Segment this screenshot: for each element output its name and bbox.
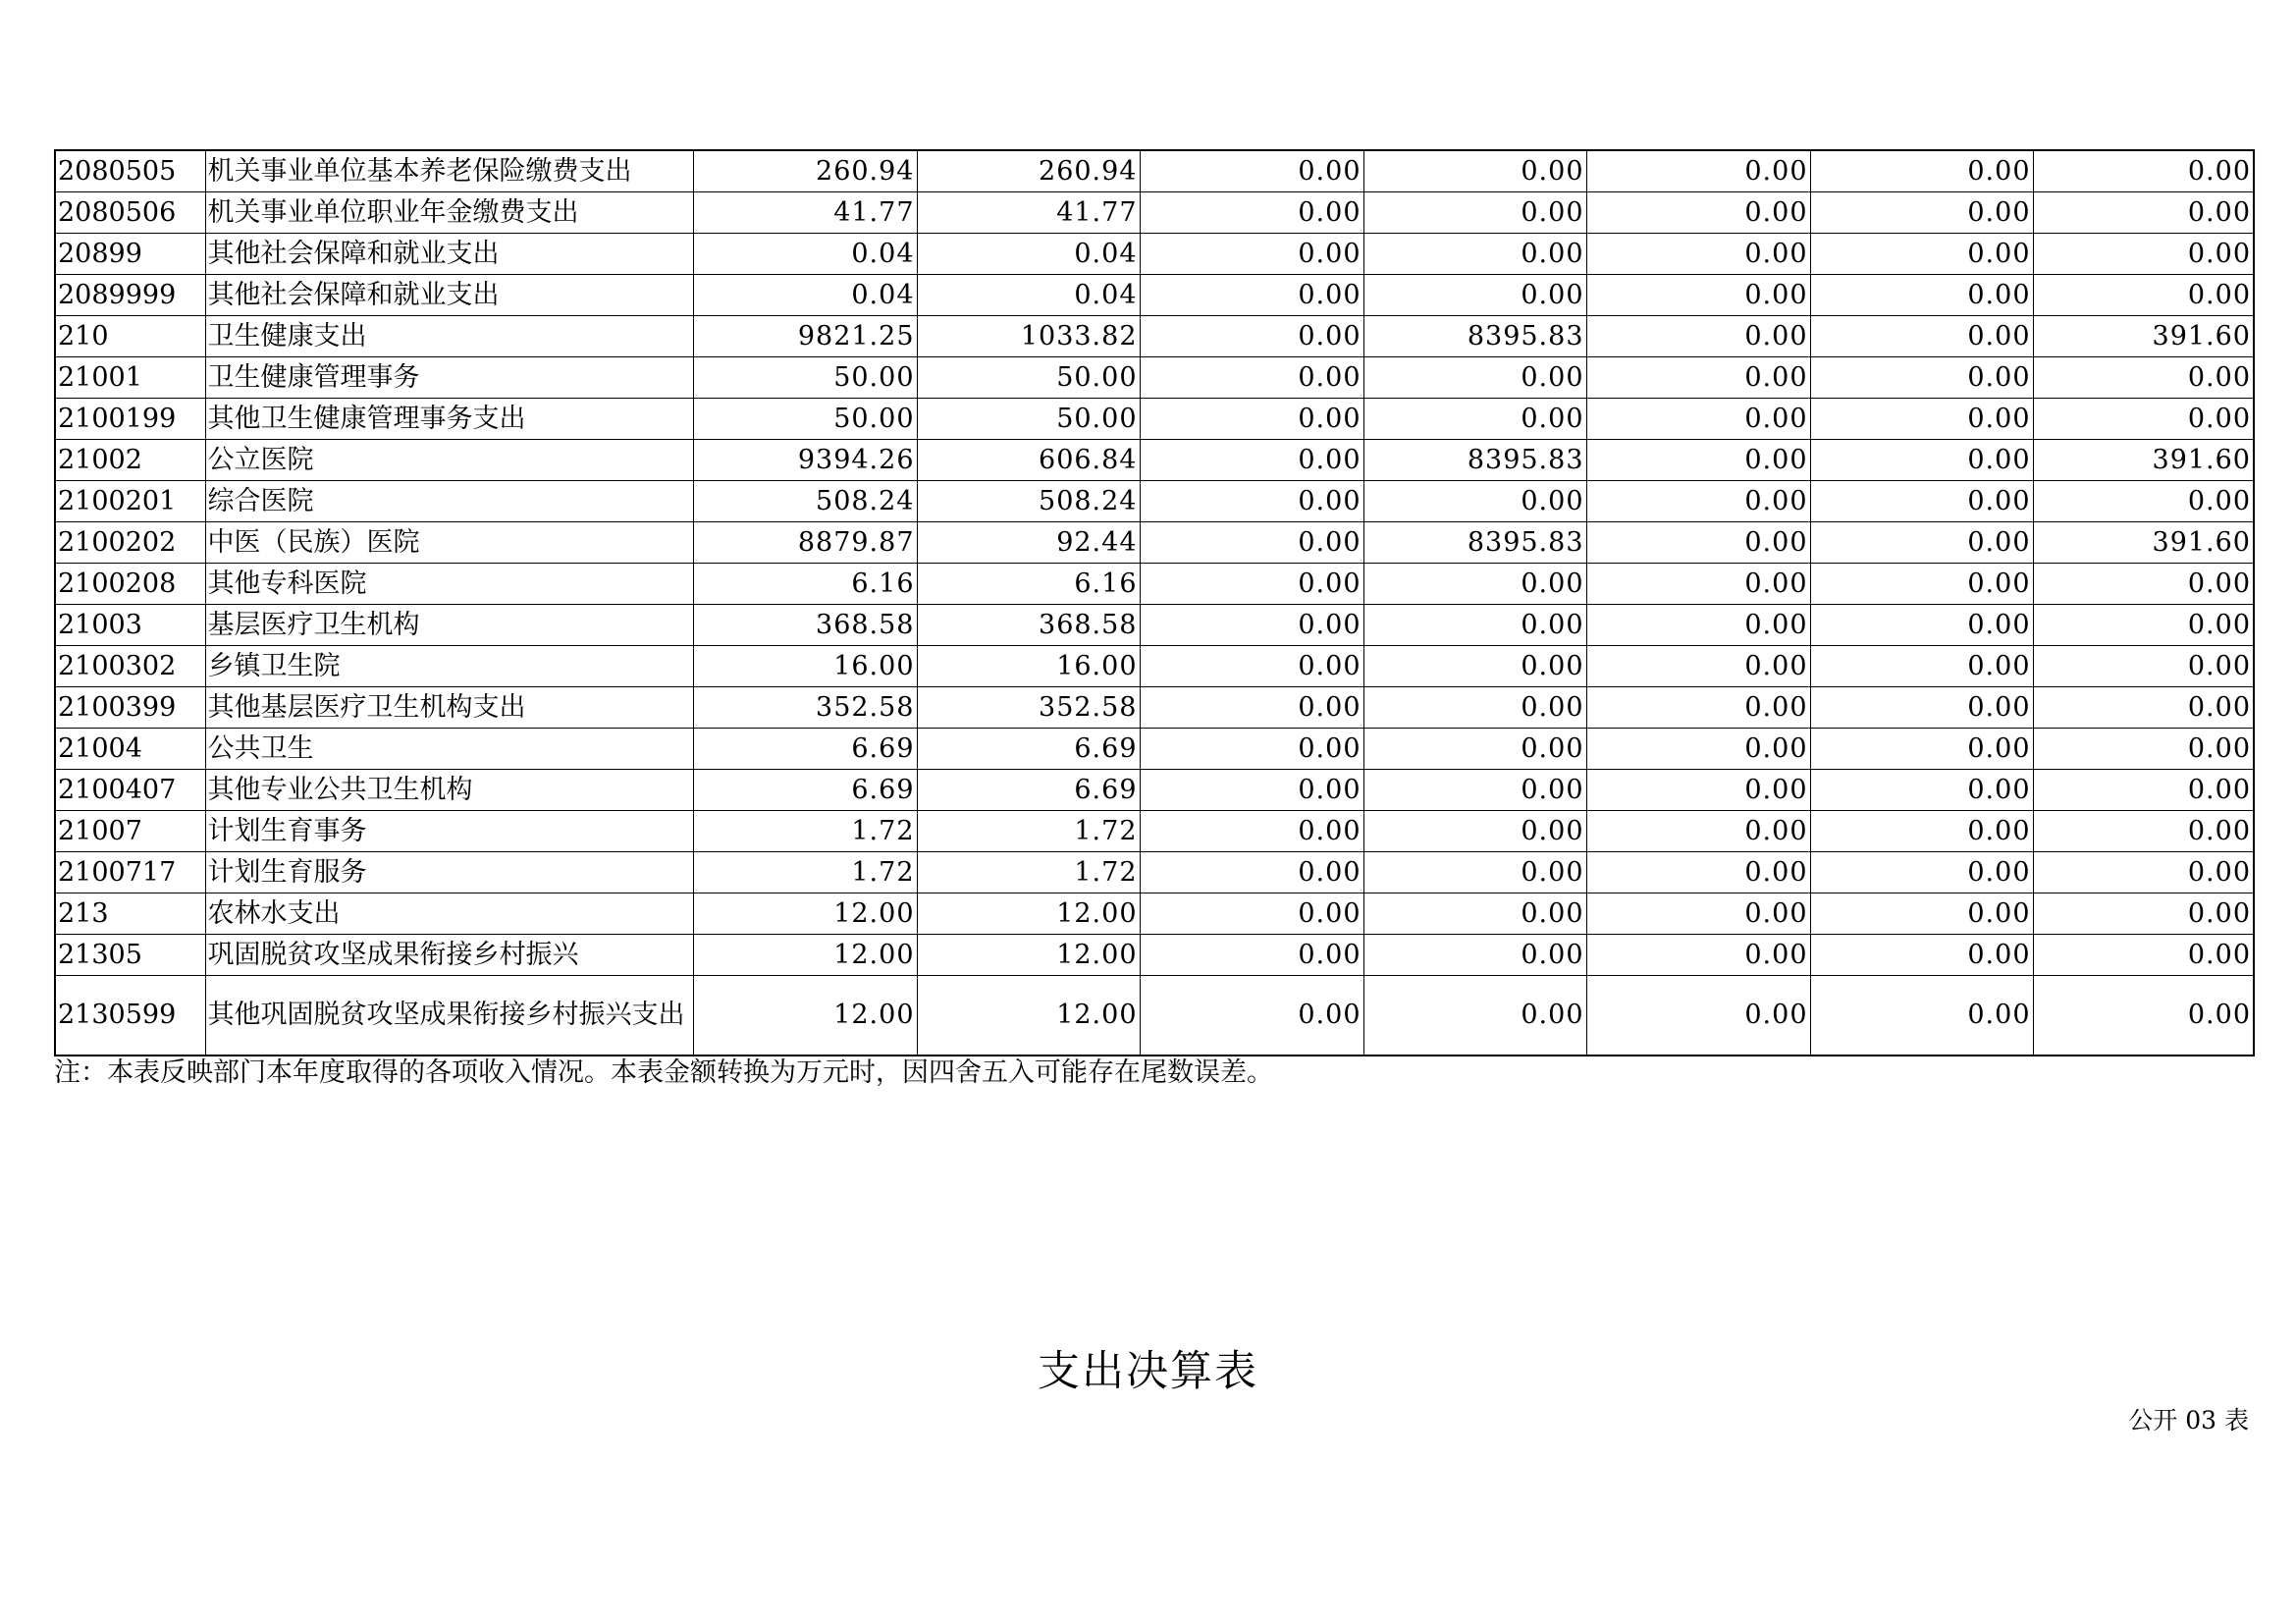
amount-cell: 352.58 xyxy=(693,686,917,728)
amount-cell: 6.69 xyxy=(917,728,1140,769)
subject-name-cell: 综合医院 xyxy=(205,480,693,521)
amount-cell: 50.00 xyxy=(693,356,917,398)
table-row xyxy=(55,604,2254,645)
amount-cell: 0.00 xyxy=(1586,975,1810,1056)
amount-cell: 0.00 xyxy=(2033,233,2254,274)
amount-cell: 8395.83 xyxy=(1363,521,1586,563)
subject-name-cell: 机关事业单位职业年金缴费支出 xyxy=(205,191,693,233)
amount-cell: 0.00 xyxy=(1810,356,2033,398)
subject-name-cell: 中医（民族）医院 xyxy=(205,521,693,563)
subject-name-cell: 其他卫生健康管理事务支出 xyxy=(205,398,693,439)
table-row xyxy=(55,356,2254,398)
subject-name-cell: 计划生育服务 xyxy=(205,851,693,893)
subject-name-cell: 卫生健康支出 xyxy=(205,315,693,356)
amount-cell: 1.72 xyxy=(917,851,1140,893)
subject-code-cell: 2100199 xyxy=(55,398,205,439)
amount-cell: 12.00 xyxy=(917,975,1140,1056)
subject-name-cell: 公立医院 xyxy=(205,439,693,480)
amount-cell: 0.00 xyxy=(1140,480,1363,521)
table-row xyxy=(55,274,2254,315)
amount-cell: 0.00 xyxy=(1810,975,2033,1056)
amount-cell: 368.58 xyxy=(693,604,917,645)
amount-cell: 0.00 xyxy=(1810,191,2033,233)
amount-cell: 0.00 xyxy=(1363,191,1586,233)
amount-cell: 0.00 xyxy=(2033,563,2254,604)
amount-cell: 6.16 xyxy=(693,563,917,604)
subject-code-cell: 21007 xyxy=(55,810,205,851)
amount-cell: 0.00 xyxy=(1810,934,2033,975)
amount-cell: 8879.87 xyxy=(693,521,917,563)
subject-code-cell: 2080505 xyxy=(55,150,205,191)
amount-cell: 0.00 xyxy=(1586,521,1810,563)
amount-cell: 0.00 xyxy=(1810,315,2033,356)
subject-code-cell: 21305 xyxy=(55,934,205,975)
amount-cell: 0.00 xyxy=(1586,686,1810,728)
amount-cell: 0.00 xyxy=(1140,728,1363,769)
amount-cell: 0.00 xyxy=(2033,191,2254,233)
amount-cell: 0.00 xyxy=(1140,150,1363,191)
subject-code-cell: 210 xyxy=(55,315,205,356)
amount-cell: 0.00 xyxy=(1810,728,2033,769)
amount-cell: 92.44 xyxy=(917,521,1140,563)
amount-cell: 391.60 xyxy=(2033,439,2254,480)
amount-cell: 6.69 xyxy=(693,769,917,810)
subject-name-cell: 基层医疗卫生机构 xyxy=(205,604,693,645)
income-table xyxy=(54,149,2255,1056)
subject-name-cell: 计划生育事务 xyxy=(205,810,693,851)
amount-cell: 50.00 xyxy=(917,356,1140,398)
amount-cell: 0.00 xyxy=(1363,975,1586,1056)
amount-cell: 0.00 xyxy=(1363,604,1586,645)
subject-name-cell: 其他专业公共卫生机构 xyxy=(205,769,693,810)
subject-name-cell: 公共卫生 xyxy=(205,728,693,769)
amount-cell: 0.00 xyxy=(2033,398,2254,439)
amount-cell: 16.00 xyxy=(693,645,917,686)
amount-cell: 8395.83 xyxy=(1363,315,1586,356)
table-row xyxy=(55,851,2254,893)
subject-name-cell: 其他专科医院 xyxy=(205,563,693,604)
amount-cell: 0.00 xyxy=(1140,356,1363,398)
table-row xyxy=(55,645,2254,686)
table-row xyxy=(55,686,2254,728)
amount-cell: 0.00 xyxy=(2033,851,2254,893)
subject-code-cell: 2100399 xyxy=(55,686,205,728)
subject-code-cell: 2130599 xyxy=(55,975,205,1056)
amount-cell: 0.00 xyxy=(1140,769,1363,810)
table-row xyxy=(55,150,2254,191)
amount-cell: 0.00 xyxy=(1140,934,1363,975)
table-row xyxy=(55,521,2254,563)
amount-cell: 0.00 xyxy=(1140,274,1363,315)
amount-cell: 8395.83 xyxy=(1363,439,1586,480)
amount-cell: 0.00 xyxy=(1140,604,1363,645)
amount-cell: 0.00 xyxy=(1586,934,1810,975)
amount-cell: 606.84 xyxy=(917,439,1140,480)
amount-cell: 0.00 xyxy=(1363,274,1586,315)
amount-cell: 0.00 xyxy=(1140,810,1363,851)
subject-name-cell: 其他社会保障和就业支出 xyxy=(205,274,693,315)
amount-cell: 0.00 xyxy=(1586,604,1810,645)
subject-code-cell: 2100717 xyxy=(55,851,205,893)
subject-code-cell: 213 xyxy=(55,893,205,934)
amount-cell: 0.00 xyxy=(1363,398,1586,439)
amount-cell: 6.69 xyxy=(917,769,1140,810)
amount-cell: 0.00 xyxy=(2033,150,2254,191)
section-title: 支出决算表 xyxy=(1038,1347,1258,1396)
amount-cell: 12.00 xyxy=(693,975,917,1056)
subject-code-cell: 2100302 xyxy=(55,645,205,686)
amount-cell: 0.00 xyxy=(1140,315,1363,356)
amount-cell: 391.60 xyxy=(2033,521,2254,563)
amount-cell: 0.00 xyxy=(1363,686,1586,728)
subject-code-cell: 2080506 xyxy=(55,191,205,233)
amount-cell: 391.60 xyxy=(2033,315,2254,356)
amount-cell: 50.00 xyxy=(917,398,1140,439)
amount-cell: 0.00 xyxy=(1810,233,2033,274)
amount-cell: 0.00 xyxy=(1586,150,1810,191)
table-note: 注：本表反映部门本年度取得的各项收入情况。本表金额转换为万元时，因四舍五入可能存在尾数误差。 xyxy=(54,1057,1273,1088)
amount-cell: 0.00 xyxy=(1810,810,2033,851)
amount-cell: 0.04 xyxy=(693,274,917,315)
amount-cell: 0.00 xyxy=(2033,769,2254,810)
amount-cell: 0.00 xyxy=(1140,686,1363,728)
amount-cell: 0.00 xyxy=(1363,563,1586,604)
amount-cell: 41.77 xyxy=(693,191,917,233)
subject-code-cell: 21001 xyxy=(55,356,205,398)
amount-cell: 0.00 xyxy=(1810,851,2033,893)
amount-cell: 0.04 xyxy=(693,233,917,274)
amount-cell: 0.00 xyxy=(1586,274,1810,315)
amount-cell: 0.00 xyxy=(1140,893,1363,934)
table-row xyxy=(55,934,2254,975)
amount-cell: 0.04 xyxy=(917,233,1140,274)
subject-code-cell: 2100202 xyxy=(55,521,205,563)
amount-cell: 50.00 xyxy=(693,398,917,439)
subject-name-cell: 乡镇卫生院 xyxy=(205,645,693,686)
amount-cell: 0.00 xyxy=(1810,480,2033,521)
amount-cell: 0.00 xyxy=(1810,769,2033,810)
amount-cell: 0.00 xyxy=(2033,645,2254,686)
amount-cell: 0.00 xyxy=(2033,934,2254,975)
table-row xyxy=(55,191,2254,233)
amount-cell: 0.00 xyxy=(1363,893,1586,934)
amount-cell: 6.16 xyxy=(917,563,1140,604)
amount-cell: 6.69 xyxy=(693,728,917,769)
amount-cell: 0.00 xyxy=(1140,191,1363,233)
table-row xyxy=(55,810,2254,851)
table-row xyxy=(55,893,2254,934)
subject-name-cell: 机关事业单位基本养老保险缴费支出 xyxy=(205,150,693,191)
table-row xyxy=(55,233,2254,274)
amount-cell: 1.72 xyxy=(917,810,1140,851)
amount-cell: 12.00 xyxy=(917,893,1140,934)
subject-name-cell: 其他基层医疗卫生机构支出 xyxy=(205,686,693,728)
subject-code-cell: 2100201 xyxy=(55,480,205,521)
amount-cell: 0.00 xyxy=(1363,150,1586,191)
amount-cell: 0.00 xyxy=(1586,563,1810,604)
table-row xyxy=(55,975,2254,1056)
amount-cell: 0.00 xyxy=(1363,769,1586,810)
amount-cell: 0.00 xyxy=(1810,398,2033,439)
amount-cell: 0.00 xyxy=(2033,893,2254,934)
amount-cell: 0.00 xyxy=(1140,439,1363,480)
amount-cell: 0.00 xyxy=(2033,480,2254,521)
amount-cell: 260.94 xyxy=(917,150,1140,191)
subject-code-cell: 2100407 xyxy=(55,769,205,810)
amount-cell: 0.00 xyxy=(1586,191,1810,233)
amount-cell: 0.00 xyxy=(1363,934,1586,975)
amount-cell: 41.77 xyxy=(917,191,1140,233)
amount-cell: 0.00 xyxy=(1586,356,1810,398)
subject-name-cell: 巩固脱贫攻坚成果衔接乡村振兴 xyxy=(205,934,693,975)
table-row xyxy=(55,769,2254,810)
amount-cell: 0.00 xyxy=(1586,728,1810,769)
amount-cell: 0.04 xyxy=(917,274,1140,315)
amount-cell: 0.00 xyxy=(1586,439,1810,480)
table-row xyxy=(55,728,2254,769)
subject-name-cell: 农林水支出 xyxy=(205,893,693,934)
amount-cell: 1033.82 xyxy=(917,315,1140,356)
subject-code-cell: 21004 xyxy=(55,728,205,769)
amount-cell: 0.00 xyxy=(1586,810,1810,851)
amount-cell: 12.00 xyxy=(917,934,1140,975)
amount-cell: 0.00 xyxy=(1586,315,1810,356)
table-row xyxy=(55,439,2254,480)
table-row xyxy=(55,563,2254,604)
amount-cell: 352.58 xyxy=(917,686,1140,728)
amount-cell: 0.00 xyxy=(1810,150,2033,191)
amount-cell: 0.00 xyxy=(1586,480,1810,521)
amount-cell: 0.00 xyxy=(1363,356,1586,398)
amount-cell: 0.00 xyxy=(1140,521,1363,563)
amount-cell: 508.24 xyxy=(693,480,917,521)
amount-cell: 0.00 xyxy=(1363,480,1586,521)
amount-cell: 0.00 xyxy=(1586,645,1810,686)
subject-code-cell: 2089999 xyxy=(55,274,205,315)
table-row xyxy=(55,480,2254,521)
amount-cell: 0.00 xyxy=(2033,975,2254,1056)
subject-code-cell: 21002 xyxy=(55,439,205,480)
amount-cell: 0.00 xyxy=(1810,893,2033,934)
amount-cell: 0.00 xyxy=(2033,686,2254,728)
amount-cell: 0.00 xyxy=(1363,645,1586,686)
amount-cell: 1.72 xyxy=(693,810,917,851)
subject-name-cell: 其他社会保障和就业支出 xyxy=(205,233,693,274)
amount-cell: 0.00 xyxy=(1586,398,1810,439)
amount-cell: 1.72 xyxy=(693,851,917,893)
amount-cell: 0.00 xyxy=(1586,769,1810,810)
amount-cell: 0.00 xyxy=(2033,728,2254,769)
amount-cell: 12.00 xyxy=(693,893,917,934)
subject-code-cell: 2100208 xyxy=(55,563,205,604)
amount-cell: 0.00 xyxy=(1586,233,1810,274)
table-number: 公开 03 表 xyxy=(2128,1406,2249,1435)
amount-cell: 0.00 xyxy=(1586,851,1810,893)
amount-cell: 0.00 xyxy=(1140,233,1363,274)
amount-cell: 0.00 xyxy=(1363,728,1586,769)
amount-cell: 0.00 xyxy=(1810,563,2033,604)
subject-name-cell: 其他巩固脱贫攻坚成果衔接乡村振兴支出 xyxy=(205,975,693,1056)
amount-cell: 0.00 xyxy=(2033,356,2254,398)
amount-cell: 508.24 xyxy=(917,480,1140,521)
table-row xyxy=(55,315,2254,356)
amount-cell: 9821.25 xyxy=(693,315,917,356)
amount-cell: 0.00 xyxy=(1810,686,2033,728)
amount-cell: 0.00 xyxy=(2033,274,2254,315)
amount-cell: 0.00 xyxy=(1140,563,1363,604)
amount-cell: 0.00 xyxy=(2033,810,2254,851)
subject-code-cell: 20899 xyxy=(55,233,205,274)
amount-cell: 0.00 xyxy=(1810,521,2033,563)
amount-cell: 368.58 xyxy=(917,604,1140,645)
amount-cell: 0.00 xyxy=(1810,274,2033,315)
amount-cell: 0.00 xyxy=(1140,398,1363,439)
amount-cell: 16.00 xyxy=(917,645,1140,686)
amount-cell: 0.00 xyxy=(1363,233,1586,274)
amount-cell: 0.00 xyxy=(1363,810,1586,851)
subject-name-cell: 卫生健康管理事务 xyxy=(205,356,693,398)
table-body xyxy=(55,150,2254,1056)
table-row xyxy=(55,398,2254,439)
amount-cell: 0.00 xyxy=(1140,851,1363,893)
amount-cell: 0.00 xyxy=(1810,439,2033,480)
amount-cell: 12.00 xyxy=(693,934,917,975)
amount-cell: 0.00 xyxy=(1363,851,1586,893)
amount-cell: 0.00 xyxy=(1810,604,2033,645)
amount-cell: 0.00 xyxy=(1810,645,2033,686)
subject-code-cell: 21003 xyxy=(55,604,205,645)
amount-cell: 0.00 xyxy=(2033,604,2254,645)
amount-cell: 0.00 xyxy=(1586,893,1810,934)
amount-cell: 0.00 xyxy=(1140,645,1363,686)
amount-cell: 260.94 xyxy=(693,150,917,191)
amount-cell: 0.00 xyxy=(1140,975,1363,1056)
amount-cell: 9394.26 xyxy=(693,439,917,480)
